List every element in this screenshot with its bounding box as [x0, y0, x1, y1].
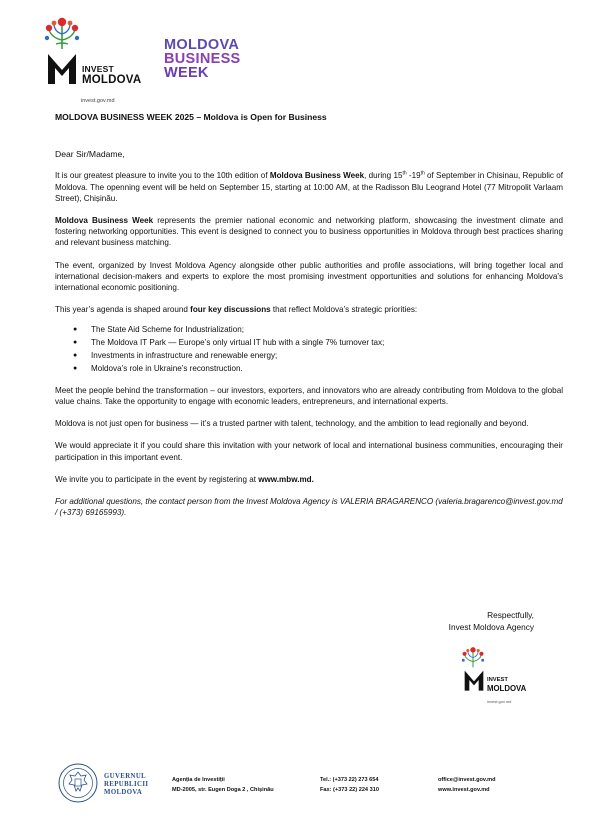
agency-name: Agenția de Investiții	[172, 777, 225, 783]
key-discussions: four key discussions	[190, 305, 271, 315]
list-item: ● The State Aid Scheme for Industrialization;	[73, 324, 563, 335]
logo-text-moldova: MOLDOVA	[487, 684, 527, 693]
text: represents the premier national economic and networking platform, showcasing the investment climate and fostering networking opportunities. This event is designed to connect you to business opportunities in Moldova through best practices sharing and relevant business matching.	[55, 216, 563, 248]
gov-line: REPUBLICII	[104, 781, 149, 788]
footer-phones	[320, 776, 379, 795]
paragraph-contact: For additional questions, the contact person from the Invest Moldova Agency is VALERIA BRAGARENCO (valeria.bragarenco@invest.gov.md / (+373) 69165993).	[55, 496, 563, 518]
text: -19	[406, 171, 421, 181]
footer-address	[172, 776, 274, 795]
logo-url: invest.gov.md	[81, 98, 115, 104]
letter-body	[55, 112, 563, 529]
text: that reflect Moldova’s strategic priorities:	[270, 305, 418, 315]
postal-address: MD-2005, str. Eugen Doga 2 , Chișinău	[172, 786, 274, 793]
logo-text-moldova: MOLDOVA	[82, 74, 142, 86]
superscript: th	[402, 170, 407, 177]
phone: Tel.: (+373 22) 273 654	[320, 777, 379, 783]
paragraph-register	[55, 474, 563, 485]
invest-moldova-logo-small	[461, 646, 541, 704]
paragraph-open: Moldova is not just open for business — it’s a trusted partner with talent, technology, and the ambition to lead regionally and beyond.	[55, 419, 529, 429]
mbw-logo-line2: BUSINESS	[164, 51, 241, 67]
paragraph-agenda-intro	[55, 304, 563, 315]
superscript: th	[420, 170, 425, 177]
paragraph-about	[55, 215, 563, 249]
paragraph-invitation	[55, 170, 563, 204]
email-link[interactable]: office@invest.gov.md	[438, 777, 496, 783]
event-name: Moldova Business Week	[269, 171, 365, 181]
mbw-logo	[164, 38, 241, 80]
m-logo-icon	[463, 668, 485, 692]
list-item: ● Moldova’s role in Ukraine’s reconstruction.	[73, 363, 563, 374]
letter-title: MOLDOVA BUSINESS WEEK 2025 – Moldova is Open for Business	[55, 112, 327, 122]
logo-text-invest: INVEST	[487, 677, 508, 683]
website-link[interactable]: www.invest.gov.md	[438, 786, 490, 793]
gov-line: MOLDOVA	[104, 789, 143, 796]
gov-line: GUVERNUL	[104, 773, 147, 780]
footer-contacts	[438, 776, 496, 795]
registration-link[interactable]: www.mbw.md.	[258, 474, 314, 484]
text: We invite you to participate in the event by registering at	[55, 474, 259, 484]
mbw-logo-line3: WEEK	[164, 65, 209, 81]
greeting: Dear Sir/Madame,	[55, 149, 125, 160]
paragraph-organizers: The event, organized by Invest Moldova Agency alongside other public authorities and profile associations, will bring together local and international decision-makers and experts to explore the most promising investment opportunities and solutions for enhancing Moldova's international economic positioning.	[55, 260, 563, 293]
list-item: ● Investments in infrastructure and renewable energy;	[73, 350, 563, 361]
text: It is our greatest pleasure to invite you to the 10th edition of	[55, 171, 270, 181]
signer: Invest Moldova Agency	[448, 622, 534, 632]
logo-url: invest.gov.md	[487, 699, 512, 704]
paragraph-share: We would appreciate it if you could share this invitation with your network of local and international business communities, encouraging their participation in this important event.	[55, 441, 563, 462]
list-item: ● The Moldova IT Park — Europe’s only virtual IT hub with a single 7% turnover tax;	[73, 337, 563, 348]
text: , during 15	[364, 171, 403, 181]
agenda-list	[55, 324, 563, 373]
invest-moldova-logo	[44, 16, 154, 104]
flower-ornament-icon	[44, 16, 80, 50]
event-name: Moldova Business Week	[55, 216, 154, 226]
government-name	[104, 773, 148, 797]
flower-ornament-icon	[461, 646, 485, 668]
closing: Respectfully,	[487, 610, 534, 620]
mbw-logo-line1: MOLDOVA	[164, 37, 240, 53]
signature-block	[449, 609, 534, 633]
footer	[0, 755, 592, 815]
text: of September in Chisinau, Republic of Moldova. The openning event will be held on September 15, starting at 10:00 AM, at the Radisson Blu Leogrand Hotel (77 Mitropolit Varlaam Street), Chișinău.	[55, 171, 563, 203]
paragraph-meet: Meet the people behind the transformation – our investors, exporters, and innovators who are already contributing from Moldova to the global value chains. Take the opportunity to engage with economic leaders, entrepreneurs, and international experts.	[55, 385, 563, 406]
m-logo-icon	[46, 50, 78, 86]
fax: Fax: (+373 22) 224 310	[320, 786, 379, 793]
government-emblem-icon	[58, 763, 98, 803]
text: This year’s agenda is shaped around	[55, 305, 191, 315]
logo-text-invest: INVEST	[82, 64, 114, 74]
